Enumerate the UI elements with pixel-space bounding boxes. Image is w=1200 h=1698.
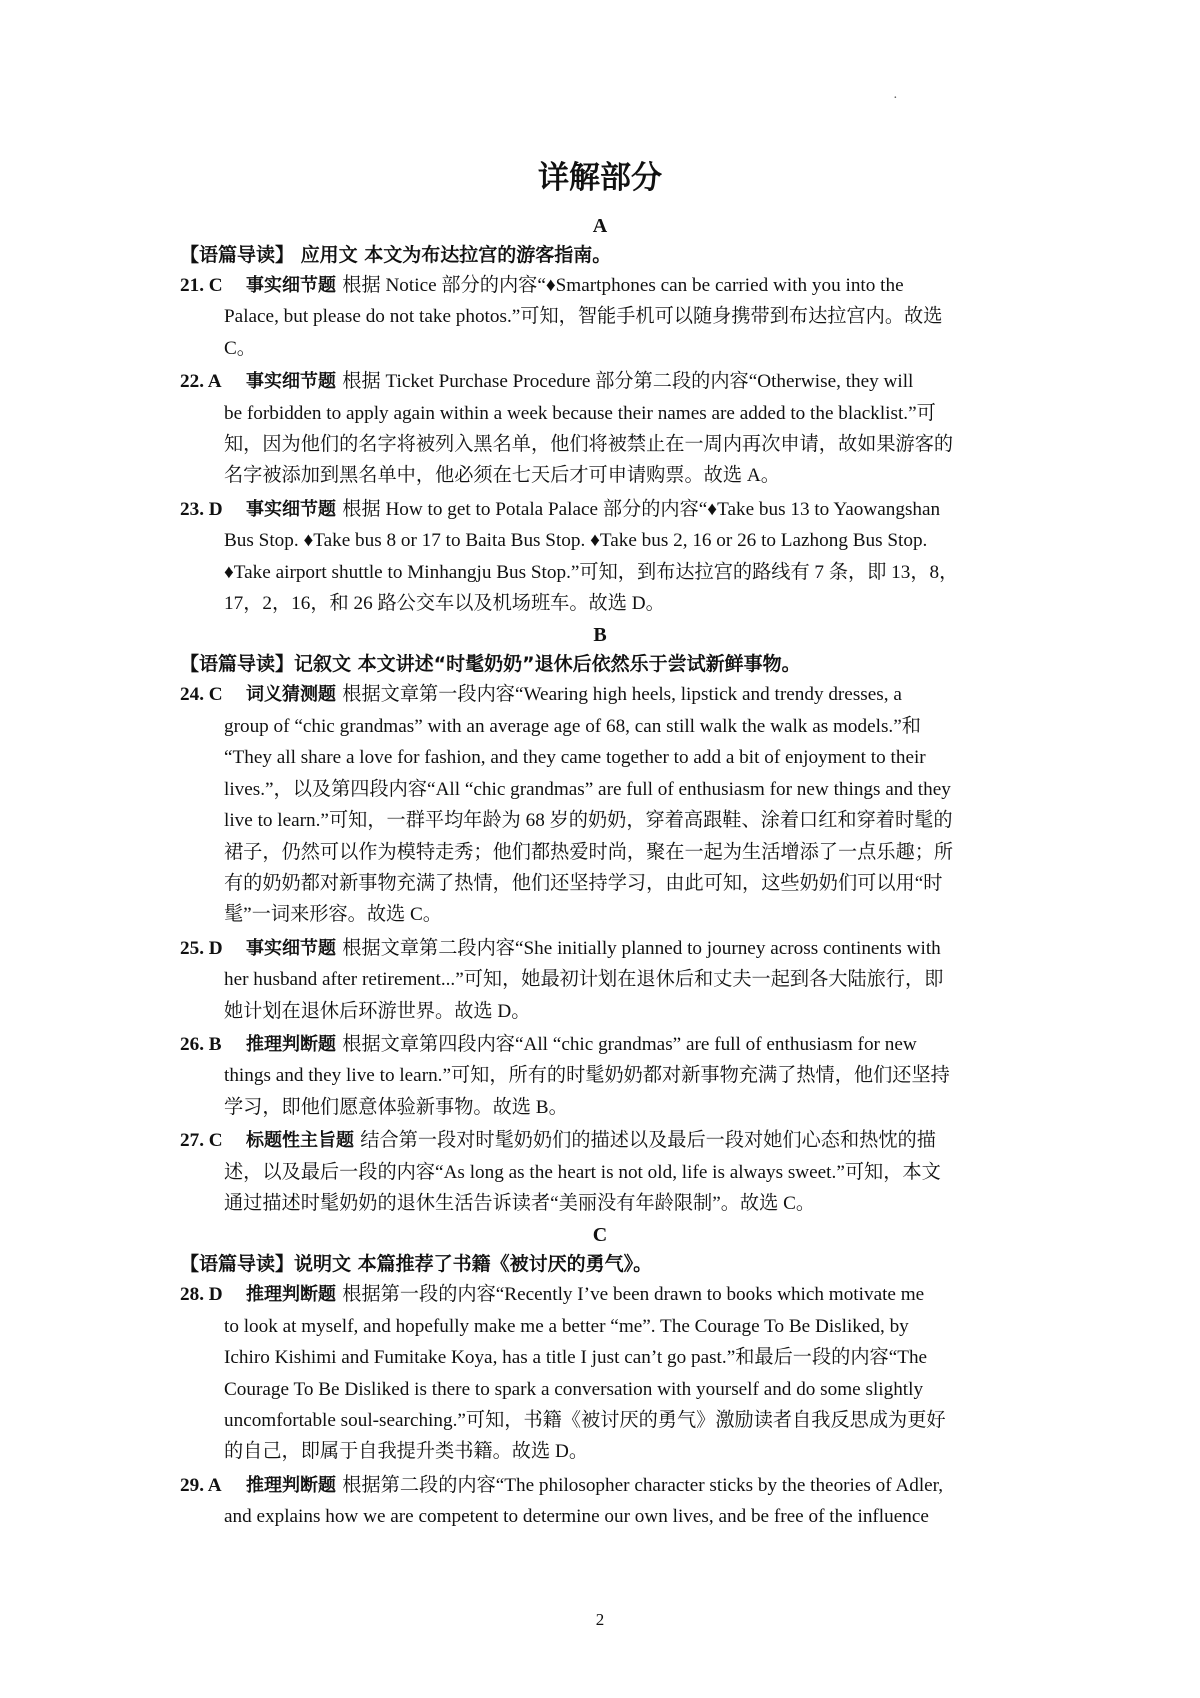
explanation-line: 裙子，仍然可以作为模特走秀；他们都热爱时尚，聚在一起为生活增添了一点乐趣；所 (224, 841, 954, 863)
answer-number: 23. D (180, 498, 223, 520)
explanation-line (224, 366, 1020, 397)
explanation-line: be forbidden to apply again within a week because their names are added to the blacklist.”可 (224, 402, 936, 424)
section-letter: C (592, 1224, 608, 1247)
answer-item (180, 1279, 1020, 1467)
explanation-line: uncomfortable soul-searching.”可知，书籍《被讨厌的勇气》激励读者自我反思成为更好 (224, 1410, 946, 1431)
answer-item (180, 494, 1020, 620)
explanation-line: ♦Take airport shuttle to Minhangju Bus Stop.”可知，到布达拉宫的路线有 7 条，即 13，8， (224, 561, 959, 583)
explanation-line: 17，2，16，和 26 路公交车以及机场班车。故选 D。 (224, 593, 665, 615)
explanation-line (224, 933, 1020, 964)
explanation-line: 的自己，即属于自我提升类书籍。故选 D。 (224, 1441, 589, 1463)
answer-item (180, 1029, 1020, 1123)
scan-mark: · (893, 91, 898, 106)
explanation-line: to look at myself, and hopefully make me a better “me”. The Courage To Be Disliked, by (224, 1315, 909, 1337)
passage-intro: 【语篇导读】 应用文 本文为布达拉宫的游客指南。 (180, 244, 612, 266)
explanation-line (224, 1470, 1020, 1501)
explanation-line: 述，以及最后一段的内容“As long as the heart is not old, life is always sweet.”可知，本文 (224, 1161, 941, 1183)
question-type: 事实细节题 (246, 371, 343, 393)
question-type: 标题性主旨题 (246, 1130, 361, 1152)
explanation-line: Ichiro Kishimi and Fumitake Koya, has a title I just can’t go past.”和最后一段的内容“The (224, 1347, 928, 1369)
passage-intro: 【语篇导读】说明文 本篇推荐了书籍《被讨厌的勇气》。 (180, 1253, 653, 1276)
question-type: 词义猜测题 (246, 684, 343, 706)
explanation-line (224, 1125, 1020, 1156)
explanation-text: 根据第二段的内容“The philosopher character sticks by the theories of Adler, (342, 1474, 944, 1496)
answer-item (180, 933, 1020, 1027)
section-letter: A (592, 215, 608, 237)
answer-number: 29. A (180, 1474, 222, 1496)
answer-number: 22. A (180, 371, 222, 393)
answer-item (180, 1125, 1020, 1219)
explanation-line: 有的奶奶都对新事物充满了热情，他们还坚持学习，由此可知，这些奶奶们可以用“时 (224, 872, 943, 894)
answer-number: 27. C (180, 1130, 223, 1152)
question-type: 事实细节题 (246, 275, 343, 296)
answer-number: 21. C (180, 275, 223, 296)
explanation-text: 根据文章第二段内容“She initially planned to journey across continents with (342, 937, 941, 959)
explanation-text: 结合第一段对时髦奶奶们的描述以及最后一段对她们心态和热忱的描 (360, 1130, 936, 1152)
explanation-line (224, 270, 1020, 301)
explanation-text: 根据 Ticket Purchase Procedure 部分第二段的内容“Otherwise, they will (342, 371, 914, 393)
explanation-text: 根据第一段的内容“Recently I’ve been drawn to books which motivate me (342, 1284, 925, 1306)
explanation-line: group of “chic grandmas” with an average age of 68, can still walk the walk as models.”和 (224, 715, 921, 737)
answer-explanations (180, 212, 1020, 1535)
section-letter: B (593, 624, 607, 647)
explanation-line: C。 (224, 337, 256, 359)
explanation-line: 通过描述时髦奶奶的退休生活告诉读者“美丽没有年龄限制”。故选 C。 (224, 1192, 816, 1214)
explanation-line: live to learn.”可知，一群平均年龄为 68 岁的奶奶，穿着高跟鞋、涂着口红和穿着时髦的 (224, 810, 953, 832)
explanation-line: 名字被添加到黑名单中，他必须在七天后才可申请购票。故选 A。 (224, 465, 780, 487)
explanation-text: 根据 How to get to Potala Palace 部分的内容“♦Take bus 13 to Yaowangshan (342, 498, 941, 520)
question-type: 事实细节题 (246, 498, 343, 520)
answer-number: 24. C (180, 684, 223, 706)
explanation-line: her husband after retirement...”可知，她最初计划在退休后和丈夫一起到各大陆旅行，即 (224, 969, 944, 991)
question-type: 推理判断题 (246, 1474, 343, 1496)
explanation-line: “They all share a love for fashion, and they came together to add a bit of enjoyment to their (224, 747, 926, 769)
answer-number: 28. D (180, 1284, 223, 1306)
passage-intro: 【语篇导读】记叙文 本文讲述“时髦奶奶”退休后依然乐于尝试新鲜事物。 (180, 653, 801, 676)
explanation-text: 根据文章第一段内容“Wearing high heels, lipstick and trendy dresses, a (342, 684, 902, 706)
explanation-line: Courage To Be Disliked is there to spark a conversation with yourself and do some slightly (224, 1378, 924, 1400)
explanation-line: things and they live to learn.”可知，所有的时髦奶奶都对新事物充满了热情，他们还坚持 (224, 1065, 950, 1087)
question-type: 推理判断题 (246, 1284, 343, 1306)
explanation-line: 髦”一词来形容。故选 C。 (224, 904, 442, 926)
explanation-line: 知，因为他们的名字将被列入黑名单，他们将被禁止在一周内再次申请，故如果游客的 (224, 434, 954, 456)
explanation-line: Bus Stop. ♦Take bus 8 or 17 to Baita Bus Stop. ♦Take bus 2, 16 or 26 to Lazhong Bus Stop. (224, 530, 928, 552)
answer-item (180, 270, 1020, 364)
explanation-line: lives.”，以及第四段内容“All “chic grandmas” are full of enthusiasm for new things and they (224, 778, 951, 800)
explanation-line: 学习，即他们愿意体验新事物。故选 B。 (224, 1096, 568, 1118)
explanation-line (224, 1279, 1020, 1310)
answer-item (180, 366, 1020, 492)
explanation-line (224, 679, 1020, 710)
page-number: 2 (595, 1610, 605, 1629)
question-type: 推理判断题 (246, 1033, 343, 1055)
explanation-line: Palace, but please do not take photos.”可知，智能手机可以随身携带到布达拉宫内。故选 (224, 306, 943, 328)
explanation-text: 根据 Notice 部分的内容“♦Smartphones can be carried with you into the (342, 275, 904, 296)
answer-number: 26. B (180, 1033, 222, 1055)
explanation-line (224, 1029, 1020, 1060)
answer-number: 25. D (180, 937, 223, 959)
explanation-line (224, 494, 1020, 525)
answer-item (180, 679, 1020, 930)
answer-item (180, 1470, 1020, 1533)
question-type: 事实细节题 (246, 937, 343, 959)
explanation-line: 她计划在退休后环游世界。故选 D。 (224, 1000, 531, 1022)
page-title: 详解部分 (538, 160, 662, 196)
explanation-text: 根据文章第四段内容“All “chic grandmas” are full of enthusiasm for new (342, 1033, 917, 1055)
explanation-line: and explains how we are competent to determine our own lives, and be free of the influence (224, 1506, 929, 1528)
